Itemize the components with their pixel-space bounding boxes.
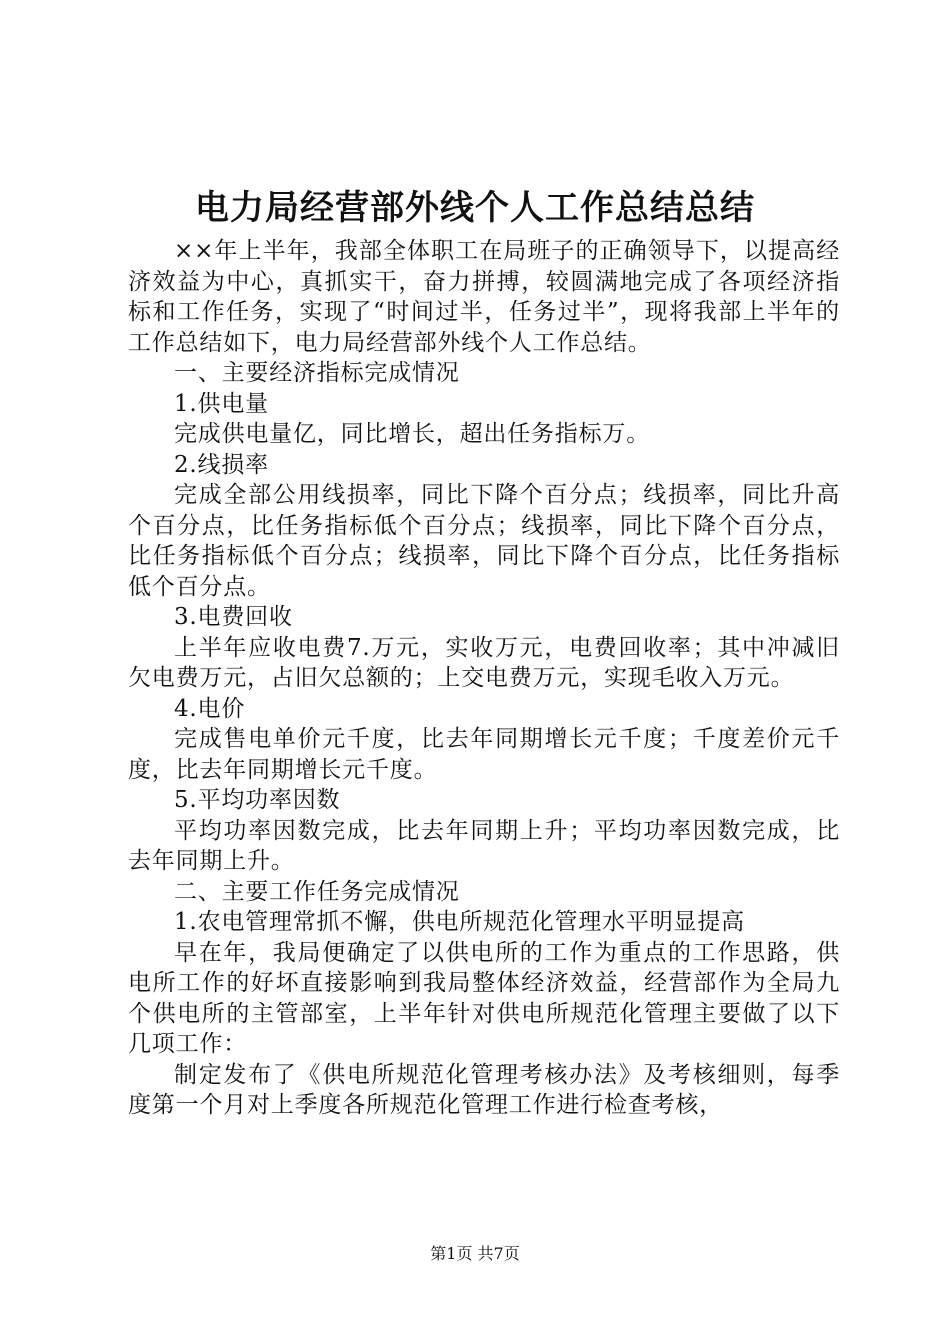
paragraph-power-supply: 完成供电量亿，同比增长，超出任务指标万。 — [174, 421, 650, 447]
section-heading-1: 一、主要经济指标完成情况 — [174, 360, 460, 386]
document-body — [128, 236, 840, 1121]
section-heading-2: 二、主要工作任务完成情况 — [174, 878, 460, 905]
subheading-power-factor: 5.平均功率因数 — [174, 787, 341, 813]
paragraph-rural-management: 早在年，我局便确定了以供电所的工作为重点的工作思路，供电所工作的好坏直接影响到我局整体经济效益，经营部作为全局九个供电所的主管部室，上半年针对供电所规范化管理主要做了以下几项工作： — [128, 939, 840, 1057]
subheading-fee-collection: 3.电费回收 — [174, 604, 293, 630]
paragraph-fee-collection: 上半年应收电费7.万元，实收万元，电费回收率；其中冲减旧欠电费万元，占旧欠总额的；上交电费万元，实现毛收入万元。 — [128, 634, 840, 691]
document-title: 电力局经营部外线个人工作总结总结 — [195, 188, 755, 228]
intro-paragraph: ××年上半年，我部全体职工在局班子的正确领导下，以提高经济效益为中心，真抓实干，奋力拼搏，较圆满地完成了各项经济指标和工作任务，实现了“时间过半，任务过半”，现将我部上半年的工作总结如下，电力局经营部外线个人工作总结。 — [128, 238, 840, 356]
page-number-footer: 第1页 共7页 — [430, 1244, 520, 1263]
subheading-rural-management: 1.农电管理常抓不懈，供电所规范化管理水平明显提高 — [174, 909, 745, 935]
paragraph-assessment: 制定发布了《供电所规范化管理考核办法》及考核细则，每季度第一个月对上季度各所规范化管理工作进行检查考核， — [128, 1061, 840, 1118]
subheading-line-loss: 2.线损率 — [174, 451, 269, 478]
paragraph-line-loss: 完成全部公用线损率，同比下降个百分点；线损率，同比升高个百分点，比任务指标低个百分点；线损率，同比下降个百分点，比任务指标低个百分点；线损率，同比下降个百分点，比任务指标低个百分点。 — [128, 482, 840, 600]
paragraph-price: 完成售电单价元千度，比去年同期增长元千度；千度差价元千度，比去年同期增长元千度。 — [128, 726, 840, 783]
subheading-price: 4.电价 — [174, 695, 246, 722]
paragraph-power-factor: 平均功率因数完成，比去年同期上升；平均功率因数完成，比去年同期上升。 — [128, 817, 840, 874]
subheading-power-supply: 1.供电量 — [174, 390, 269, 417]
